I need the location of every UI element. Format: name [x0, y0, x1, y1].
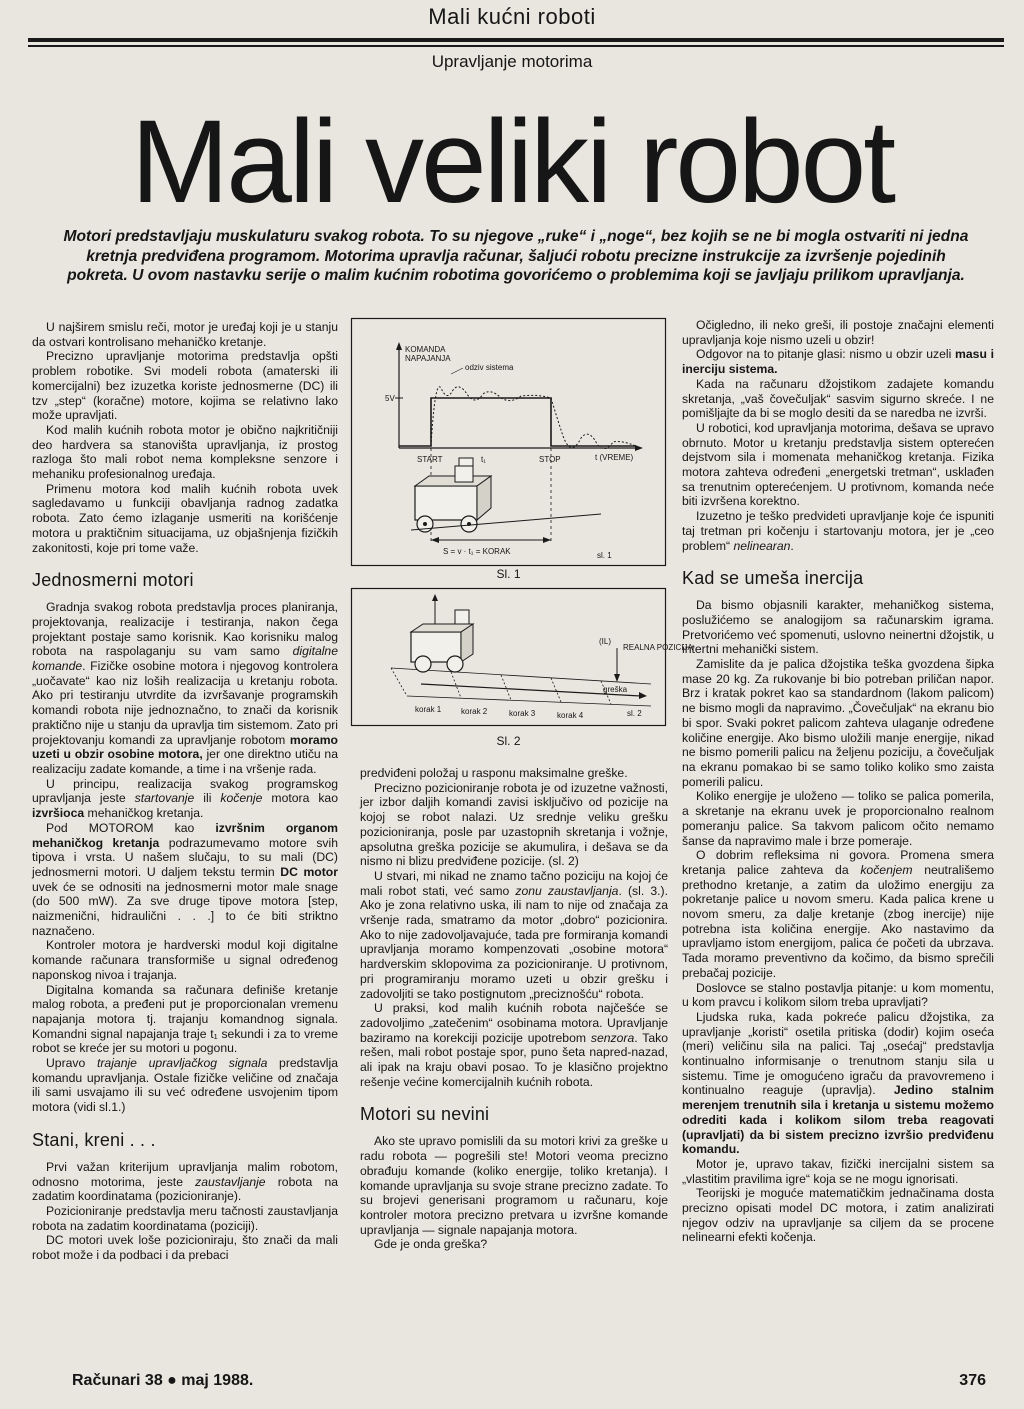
- figure-2: [351, 588, 693, 736]
- paragraph: Koliko energije je uloženo — toliko se palica pomerila, a skretanje na ekranu uvek je proporcionalno realnom pomeranju palice. Sa takvom palicom očito nemamo šanse da napravimo male i brze pomeraje.: [682, 789, 994, 848]
- paragraph: Izuzetno je teško predvideti upravljanje koje će ispuniti taj tretman pri kočenju i startovanju motora, jer je „ceo problem“ nelinearan.: [682, 509, 994, 553]
- label-time-axis: t (VREME): [595, 453, 634, 462]
- paragraph: Doslovce se stalno postavlja pitanje: u kom momentu, u kom pravcu i kolikom silom treba upravljati?: [682, 980, 994, 1010]
- section-heading-inercija: Kad se umeša inercija: [682, 568, 864, 589]
- paragraph: U stvari, mi nikad ne znamo tačno poziciju na kojoj će mali robot stati, već samo zonu zaustavljanja. (sl. 3.). Ako je zona relativno uska, ili nam to nije od značaja za vršenje rada, smatramo da motor „dobro“ pozicionira. Ako to nije zadovoljavajuće, tada pre formiranja komandi upravljanja moramo kompenzovati „osobine motora“ hardverskim sklopovima za pozicioniranje. U protivnom, pri programiranju moramo uzeti u obzir grešku i zadovoljiti se tako postignutom „preciznošću“ robota.: [360, 868, 669, 1001]
- header-rule-thick: [28, 38, 1004, 42]
- paragraph: Motor je, upravo takav, fizički inercijalni sistem sa „vlastitim pravilima igre“ koja se ne mogu ignorisati.: [682, 1156, 994, 1186]
- figure-1-diagram: [351, 318, 666, 574]
- paragraph: Kod malih kućnih robota motor je obično najkritičniji deo hardvera sa stanovišta upravljanja, iz prostog razloga što mali robot nema kompleksne senzore i mehaniku profesionalnog uređaja.: [32, 422, 338, 482]
- section-heading-jednosmerni: Jednosmerni motori: [32, 570, 194, 591]
- figure-1-caption: Sl. 1: [496, 567, 521, 581]
- robot-drawing-1: [415, 458, 491, 532]
- paragraph: U principu, realizacija svakog programskog upravljanja jeste startovanje ili kočenje motora kao izvršioca mehaničkog kretanja.: [32, 776, 338, 821]
- paragraph: Pod MOTOROM kao izvršnim organom mehaničkog kretanja podrazumevamo motore svih tipova i vrsta. U našem slučaju, to su mali (DC) jednosmerni motori. U daljem tekstu termin DC motor uvek će se odnositi na jednosmerni motor male snage (do 500 mW). Za sve druge tipove motora [step, naizmenični, hidraulični . . .] to će biti striktno naznačeno.: [32, 820, 339, 938]
- paragraph: Precizno upravljanje motorima predstavlja opšti problem robotike. Svi modeli robota (amaterski ili komercijalni) bez izuzetka koriste jednosmerne (DC) ili tzv „step“ (koračne) motore, kojima se relativno lako može upravljati.: [32, 349, 338, 423]
- section-heading-stani-kreni: Stani, kreni . . .: [32, 1129, 156, 1150]
- paragraph: Pozicioniranje predstavlja meru tačnosti zaustavljanja robota na zadatim koordinatama (poziciji).: [32, 1203, 338, 1233]
- article-subtitle: Upravljanje motorima: [431, 52, 593, 71]
- column-1: [32, 320, 338, 1363]
- paragraph: Primenu motora kod malih kućnih robota uvek sagledavamo u funkciji obavljanja radnog zadatka robota. Zato ćemo izlaganje usmeriti na korišćenje motora u praktičnim situacijama, uz objašnjenja fizičkih zakonitosti, koje pri tome važe.: [32, 481, 338, 555]
- paragraph: Zamislite da je palica džojstika teška gvozdena šipka mase 20 kg. Za rukovanje bi bio potreban priličan napor. Brz i kratak pokret kao sa standardnom (lakom palicom) ne bismo mogli da napravimo. „Čovečuljak“ na ekranu bio bi spor. Svaki pokret palicom zahteva ulaganje određene količine energije. Ako bismo uložili manje energije, nikad ne bismo pomerili palicu na željenu poziciju, a čovečuljak na ekranu pomakao bi se samo toliko koliko smo zaista pomerili palicu.: [682, 657, 994, 789]
- label-real-pos: REALNA POZICIJA: [623, 643, 693, 652]
- paragraph: Odgovor na to pitanje glasi: nismo u obzir uzeli masu i inerciju sistema.: [682, 347, 994, 377]
- label-ideal: (IL): [599, 637, 611, 646]
- paragraph: Kada na računaru džojstikom zadajete komandu skretanja, „vaš čovečuljak“ sasvim sigurno skreće. I ne pomišljajte da bi se moglo desiti da se naredba ne izvrši.: [682, 376, 994, 421]
- paragraph: predviđeni položaj u rasponu maksimalne greške.: [360, 766, 628, 780]
- paragraph: Da bismo objasnili karakter, mehaničkog sistema, poslužićemo se analogijom sa računarskim igrama. Pretvorićemo već spomenuti, uslovno neinertni džojstik, u intertni mehanički sistem.: [682, 598, 994, 657]
- label-sl2-inner: sl. 2: [627, 709, 642, 718]
- paragraph: U najširem smislu reči, motor je uređaj koji je u stanju da ostvari kontrolisano mehaničko kretanje.: [32, 320, 338, 349]
- label-greska: greška: [603, 685, 628, 694]
- page-number: 376: [959, 1372, 986, 1389]
- issue-footer: Računari 38 ● maj 1988.: [72, 1372, 254, 1389]
- paragraph: Očigledno, ili neko greši, ili postoje značajni elementi upravljanja koje nismo uzeli u obzir!: [682, 318, 994, 347]
- paragraph: Digitalna komanda sa računara definiše kretanje malog robota, a pređeni put je proporcionalan vremenu napajanja motora tj. trajanju komandnog signala. Komandni signal napajanja traje t₁ sekundi i za to vreme robot se kreće jer su motori u pogonu.: [32, 982, 338, 1056]
- paragraph: Precizno pozicioniranje robota je od izuzetne važnosti, jer izbor daljih komandi zavisi isključivo od pozicije na kojoj se robot nalazi. Uz srednje veliku grešku pozicioniranja, posle par uzastopnih skretanja i vožnje, apsolutna greška pozicije se akumulira, i dešava se da nismo ni blizu predviđene pozicije. (sl. 2): [360, 780, 668, 869]
- label-start: START: [417, 455, 443, 464]
- label-t1: t₁: [481, 455, 486, 464]
- paragraph: Ako ste upravo pomislili da su motori krivi za greške u radu robota — pogrešili ste! Motori veoma precizno obrađuju komande (koliko energije, toliko kretanja). I komande upravljanja su svoje strane precizno zadate. To su brojevi generisani programom u računaru, koje kontroler motora precizno pretvara u izvršne komande upravljanja — signale napajanja motora.: [360, 1134, 668, 1237]
- figure-2-caption: Sl. 2: [496, 734, 521, 748]
- article-lead: Motori predstavljaju muskulaturu svakog robota. To su njegove „ruke“ i „noge“, bez kojih se ne bi mogla ostvariti ni jedna kretnja predviđena programom. Motorima upravlja računar, šaljući robotu precizne instrukcije za izvršenje pojedinih pokreta. U ovom nastavku serije o malim kućnim robotima govorićemo o problemima koji se javljaju prilikom upravljanja.: [63, 228, 969, 284]
- header-rule-thin: [28, 45, 1004, 47]
- paragraph: Upravo trajanje upravljačkog signala predstavlja komandu upravljanja. Ostale fizičke veličine od značaja ili sami usvajamo ili su već određene usvojenim tipom motora (vidi sl.1.): [32, 1056, 338, 1115]
- label-formula: S = v · t₁ = KORAK: [443, 547, 511, 556]
- column-3: [682, 318, 994, 1363]
- paragraph: U robotici, kod upravljanja motorima, dešava se upravo obrnuto. Motor u kretanju predstavlja sistem opterećen dejstvom sila i momenata mehaničkog kretanja. Fizika motora zahteva određeni „energetski tretman“, usklađen sa trenutnim opterećenjem. U protivnom, komanda neće biti izvršena korektno.: [682, 420, 994, 509]
- paragraph: U praksi, kod malih kućnih robota najčešće se zadovoljimo „zatečenim“ osobinama motora. Upravljanje baziramo na korekciji pozicije upotrebom senzora. Tako rešen, mali robot postaje spor, puno šeta napred-nazad, ali ipak na kraju obavi posao. To je klasično projektno rešenje većine komercijalnih kućnih robota.: [360, 1001, 668, 1089]
- label-stop: STOP: [539, 455, 561, 464]
- label-step-2: korak 2: [461, 707, 488, 716]
- figure-1: [351, 318, 666, 574]
- article-title: Mali veliki robot: [130, 96, 894, 228]
- column-2: [360, 766, 668, 1363]
- robot-drawing-2: [411, 594, 473, 672]
- label-step-3: korak 3: [509, 709, 536, 718]
- paragraph: Prvi važan kriterijum upravljanja malim robotom, odnosno motorima, jeste zaustavljanje robota na zadatim koordinatama (pozicioniranje).: [32, 1159, 338, 1204]
- paragraph: Ljudska ruka, kada pokreće palicu džojstika, za upravljanje „koristi“ osetila pritiska (dodir) kojim oseća (meri) veličinu sila na palici. Taj „osećaj“ predstavlja kontinualno informisanje o trenutnom stanju sila u sistemu. Time je omogućeno igraču da pravovremeno i kontinualno reaguje (upravlja). Jedino stalnim merenjem trenutnih sila i kretanja u sistemu možemo odrediti kada i kolikom silom treba reagovati (upravljati) da bi sistem precizno izvršio predviđenu komandu.: [682, 1009, 994, 1157]
- figure-2-diagram: [351, 588, 693, 736]
- section-heading-motori-nevini: Motori su nevini: [360, 1104, 490, 1125]
- label-sl1-inner: sl. 1: [597, 551, 612, 560]
- paragraph: Gde je onda greška?: [374, 1237, 488, 1252]
- label-komanda: KOMANDA: [405, 345, 446, 354]
- label-step-4: korak 4: [557, 711, 584, 720]
- paragraph: Teorijski je moguće matematičkim jednačinama dosta precizno opisati model DC motora, i zatim analizirati njegov odziv na upravljanje sa ciljem da se procene nelinearni efekti kočenja.: [682, 1186, 994, 1245]
- label-napajanja: NAPAJANJA: [405, 354, 451, 363]
- paragraph: Kontroler motora je hardverski modul koji digitalne komande računara transformiše u signal određenog naponskog nivoa i trajanja.: [32, 938, 338, 982]
- label-5v: 5V: [385, 394, 395, 403]
- paragraph: Gradnja svakog robota predstavlja proces planiranja, projektovanja, realizacije i testiranja, nakon čega projektant postaje samo korisnik. Kao korisniku malog robota na raspolaganju su vam samo digitalne komande. Fizičke osobine motora i njegovog kontrolera „uočavate“ kao niz loših realizacija u kretanju robota. Ako pri testiranju utvrdite da izvršavanje programskih komandi robota nije jednoznačno, to znači da korisnik praktično nije u stanju da upravlja tim sistemom. Zato pri projektovanju komandi za upravljanje robotom moramo uzeti u obzir osobine motora, jer one direktno utiču na realizaciju zadate komande, a time i na vršenje rada.: [32, 600, 338, 776]
- section-rubric: Mali kućni roboti: [428, 4, 596, 29]
- label-odziv: odziv sistema: [465, 363, 514, 372]
- paragraph: O dobrim refleksima ni govora. Promena smera kretanja palice zahteva da kočenjem neutrališemo prethodno kretanje, a zatim da uložimo energiju za pokretanje palice u novom smeru. Kada palica krene u novom smeru, za dalje kretanje (zbog inercije) nije potrebna ista količina energije. Ako nastavimo da upravljamo istom energijom, palica će početi da ubrzava. Tada moramo preventivno da kočimo, da bismo sprečili prebačaj pozicije.: [682, 848, 994, 980]
- label-step-1: korak 1: [415, 705, 442, 714]
- paragraph: DC motori uvek loše pozicioniraju, što znači da mali robot može i da podbaci i da prebaci: [32, 1233, 338, 1263]
